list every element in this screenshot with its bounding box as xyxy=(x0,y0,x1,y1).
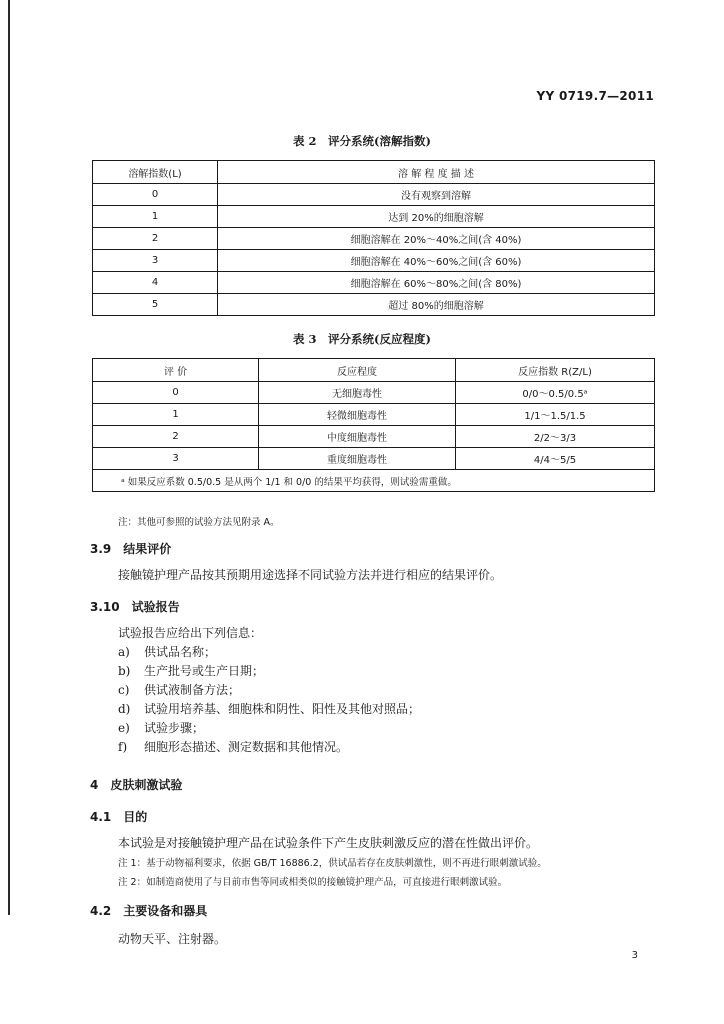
list-item-text: 试验步骤； xyxy=(144,721,205,735)
page-number: 3 xyxy=(631,950,638,961)
list-item xyxy=(118,700,420,717)
table-cell: 中度细胞毒性 xyxy=(259,426,456,448)
section-title: 皮肤刺激试验 xyxy=(110,778,183,792)
list-item xyxy=(118,643,216,660)
section-number: 3.10 xyxy=(90,600,120,614)
table-cell: 3 xyxy=(93,448,259,470)
list-item-text: 试验用培养基、细胞株和阴性、阳性及其他对照品； xyxy=(144,702,421,716)
section-number: 4 xyxy=(90,778,99,792)
table-row xyxy=(93,250,655,272)
table-cell: 1 xyxy=(93,206,218,228)
table-footnote-row xyxy=(93,470,655,492)
list-item-label: a) xyxy=(118,645,130,659)
table-cell: 超过 80%的细胞溶解 xyxy=(218,294,655,316)
table-cell: 1/1～1.5/1.5 xyxy=(456,404,655,426)
table-row xyxy=(93,294,655,316)
list-item-label: b) xyxy=(118,664,131,678)
table-cell: 达到 20%的细胞溶解 xyxy=(218,206,655,228)
table-header-cell: 反应指数 R(Z/L) xyxy=(456,359,655,382)
table-row xyxy=(93,228,655,250)
section-3-10-intro: 试验报告应给出下列信息： xyxy=(118,626,263,640)
table-header-cell: 反应程度 xyxy=(259,359,456,382)
section-heading-4 xyxy=(90,776,182,793)
table-cell: 2 xyxy=(93,426,259,448)
table-cell: 细胞溶解在 20%～40%之间(含 40%) xyxy=(218,228,655,250)
table3-title: 表 3 评分系统(反应程度) xyxy=(293,332,431,346)
table-cell: 轻微细胞毒性 xyxy=(259,404,456,426)
list-item xyxy=(118,719,204,736)
table-header-cell: 溶解指数(L) xyxy=(93,161,218,184)
table-cell: 4 xyxy=(93,272,218,294)
table2-title: 表 2 评分系统(溶解指数) xyxy=(293,134,431,148)
table-cell: 0 xyxy=(93,382,259,404)
section-number: 4.2 xyxy=(90,904,112,918)
section-title: 结果评价 xyxy=(123,542,172,556)
list-item xyxy=(118,681,240,698)
list-item-label: d) xyxy=(118,702,131,716)
list-item-text: 细胞形态描述、测定数据和其他情况。 xyxy=(144,740,349,754)
table3-footnote: ᵃ 如果反应系数 0.5/0.5 是从两个 1/1 和 0/0 的结果平均获得，则试验需重做。 xyxy=(93,470,655,492)
table-cell: 5 xyxy=(93,294,218,316)
section-heading-3-10 xyxy=(90,598,180,615)
table-row xyxy=(93,426,655,448)
table-cell: 2 xyxy=(93,228,218,250)
list-item xyxy=(118,662,264,679)
table-header-row xyxy=(93,161,655,184)
list-item-text: 供试品名称； xyxy=(144,645,217,659)
list-item-label: e) xyxy=(118,721,130,735)
table-header-cell: 溶 解 程 度 描 述 xyxy=(218,161,655,184)
table-row xyxy=(93,448,655,470)
table-row xyxy=(93,404,655,426)
table-row xyxy=(93,272,655,294)
table-cell: 细胞溶解在 40%～60%之间(含 60%) xyxy=(218,250,655,272)
table-cell: 重度细胞毒性 xyxy=(259,448,456,470)
document-code: YY 0719.7—2011 xyxy=(536,89,654,103)
section-heading-4-2 xyxy=(90,902,207,919)
table-header-cell: 评 价 xyxy=(93,359,259,382)
annex-note: 注：其他可参照的试验方法见附录 A。 xyxy=(118,517,280,528)
table-row xyxy=(93,206,655,228)
table-row xyxy=(93,382,655,404)
table-cell: 0 xyxy=(93,184,218,206)
section-4-1-text: 本试验是对接触镜护理产品在试验条件下产生皮肤刺激反应的潜在性做出评价。 xyxy=(118,836,539,850)
section-title: 试验报告 xyxy=(131,600,180,614)
section-title: 主要设备和器具 xyxy=(123,904,208,918)
section-heading-4-1 xyxy=(90,808,147,825)
section-4-2-text: 动物天平、注射器。 xyxy=(118,932,227,946)
list-item xyxy=(118,738,348,755)
table-cell: 2/2～3/3 xyxy=(456,426,655,448)
note-2: 注 2：如制造商使用了与目前市售等同或相类似的接触镜护理产品，可直接进行眼刺激试验。 xyxy=(118,877,508,888)
list-item-text: 供试液制备方法； xyxy=(144,683,241,697)
list-item-label: f) xyxy=(118,740,128,754)
table-row xyxy=(93,184,655,206)
section-heading-3-9 xyxy=(90,540,171,557)
table-cell: 1 xyxy=(93,404,259,426)
table-cell: 没有观察到溶解 xyxy=(218,184,655,206)
table-header-row xyxy=(93,359,655,382)
list-item-label: c) xyxy=(118,683,130,697)
table3-reaction-degree xyxy=(92,358,655,492)
table-cell: 0/0～0.5/0.5ᵃ xyxy=(456,382,655,404)
table-cell: 4/4～5/5 xyxy=(456,448,655,470)
section-3-9-text: 接触镜护理产品按其预期用途选择不同试验方法并进行相应的结果评价。 xyxy=(118,568,503,582)
table-cell: 细胞溶解在 60%～80%之间(含 80%) xyxy=(218,272,655,294)
note-1: 注 1：基于动物福利要求，依据 GB/T 16886.2，供试品若存在皮肤刺激性，则不再进行眼刺激试验。 xyxy=(118,858,547,869)
table-cell: 3 xyxy=(93,250,218,272)
table-cell: 无细胞毒性 xyxy=(259,382,456,404)
table2-dissolution-index xyxy=(92,160,655,316)
list-item-text: 生产批号或生产日期； xyxy=(144,664,265,678)
section-title: 目的 xyxy=(123,810,148,824)
section-number: 4.1 xyxy=(90,810,112,824)
section-number: 3.9 xyxy=(90,542,112,556)
